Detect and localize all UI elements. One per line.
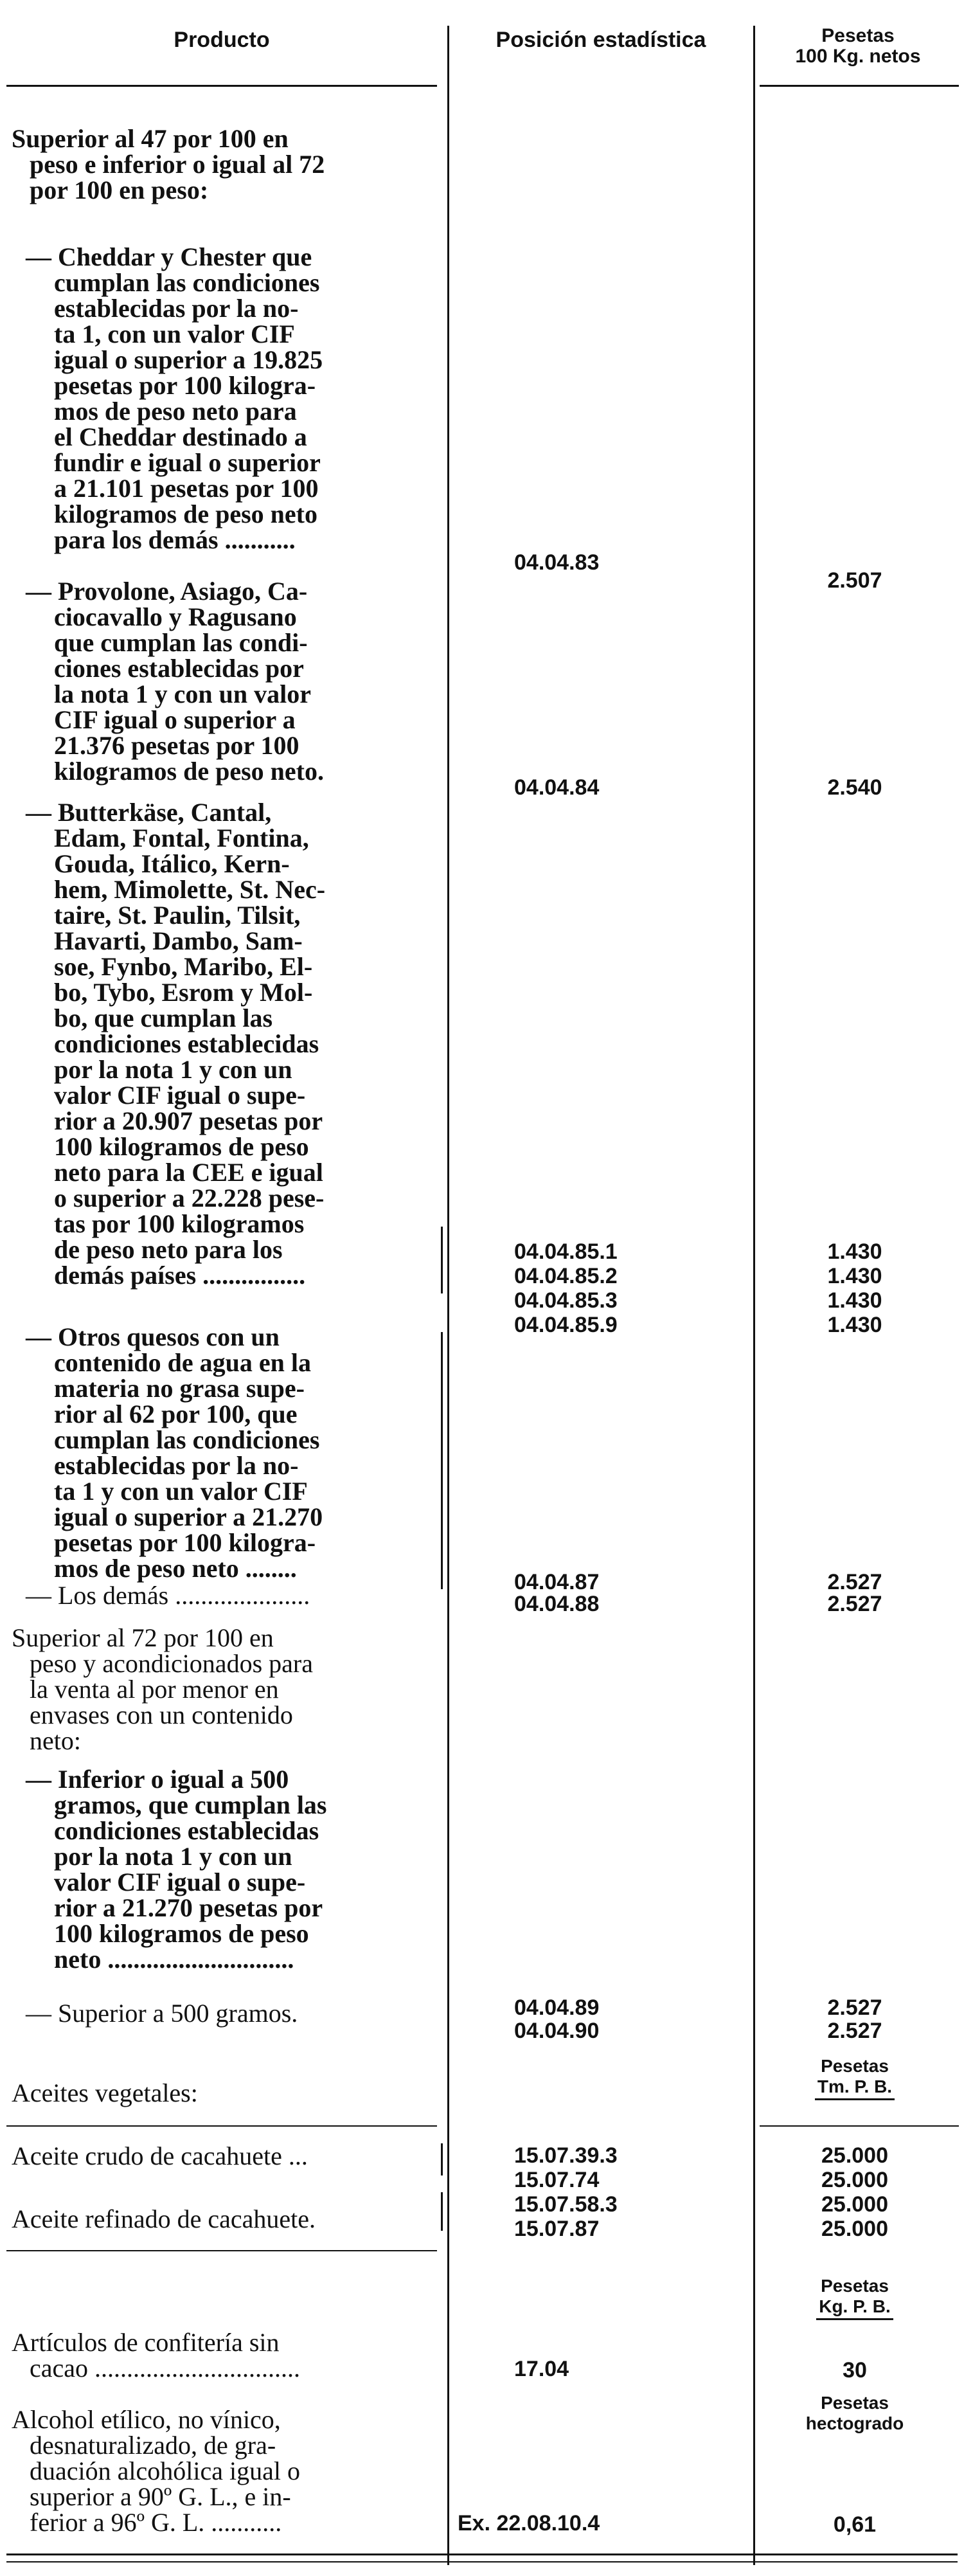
text-line: contenido de agua en la	[54, 1348, 312, 1377]
price-otros: 2.527	[827, 1570, 882, 1594]
text-line: Artículos de confitería sin	[12, 2328, 280, 2357]
text-line: cumplan las condiciones	[54, 1425, 320, 1454]
price-butterkase-3: 1.430	[827, 1288, 882, 1313]
articulos-confiteria	[12, 2330, 436, 2381]
item-los-demas	[26, 1583, 437, 1608]
price-aceite-crudo-2: 25.000	[821, 2168, 888, 2192]
text-line: envases con un contenido	[30, 1700, 293, 1729]
text-line: por 100 en peso:	[30, 176, 209, 204]
text-line: Aceite refinado de cacahuete.	[12, 2204, 316, 2233]
text-line: bo, Tybo, Esrom y Mol-	[54, 978, 313, 1007]
header-product-label: Producto	[174, 28, 270, 52]
price-butterkase-1: 1.430	[827, 1239, 882, 1264]
code-articulos: 17.04	[514, 2357, 569, 2381]
text-line: pesetas por 100 kilogra-	[54, 371, 316, 400]
text-line: rior al 62 por 100, que	[54, 1400, 298, 1428]
code-inferior-500: 04.04.89	[514, 1995, 600, 2020]
brace-aceite-crudo	[441, 2143, 443, 2175]
item-superior-500	[26, 2001, 437, 2026]
text-line: ta 1, con un valor CIF	[54, 320, 295, 348]
aceite-refinado	[12, 2206, 436, 2232]
brace-otros	[441, 1332, 443, 1589]
header-rule-price	[760, 85, 959, 87]
text-line: de peso neto para los	[54, 1235, 283, 1264]
unit-aceites	[758, 2056, 951, 2100]
text-line: establecidas por la no-	[54, 1451, 299, 1480]
code-butterkase-1: 04.04.85.1	[514, 1239, 618, 1264]
price-inferior-500: 2.527	[827, 1995, 882, 2020]
text-line: materia no grasa supe-	[54, 1374, 305, 1403]
code-aceite-crudo-1: 15.07.39.3	[514, 2143, 618, 2168]
text-line: — Butterkäse, Cantal,	[26, 798, 272, 827]
header-rule-product	[6, 85, 437, 87]
code-butterkase-3: 04.04.85.3	[514, 1288, 618, 1313]
price-aceite-crudo-1: 25.000	[821, 2143, 888, 2168]
text-line: mos de peso neto ........	[54, 1554, 297, 1583]
code-aceite-refinado-1: 15.07.58.3	[514, 2192, 618, 2217]
text-line: mos de peso neto para	[54, 397, 297, 426]
text-line: Aceites vegetales:	[12, 2078, 198, 2107]
unit-aceites-line2: Tm. P. B.	[815, 2076, 895, 2100]
text-line: superior a 90º G. L., e in-	[30, 2482, 291, 2511]
header-price-line1: Pesetas	[821, 25, 895, 46]
header-position	[450, 28, 752, 51]
text-line: soe, Fynbo, Maribo, El-	[54, 952, 313, 981]
section-aceites	[12, 2080, 436, 2106]
text-line: kilogramos de peso neto	[54, 500, 317, 528]
code-alcohol: Ex. 22.08.10.4	[458, 2511, 600, 2535]
unit-alcohol-line2: hectogrado	[805, 2413, 904, 2433]
text-line: demás países ................	[54, 1261, 306, 1290]
price-articulos: 30	[843, 2358, 867, 2382]
unit-articulos-line2: Kg. P. B.	[816, 2296, 893, 2320]
text-line: — Otros quesos con un	[26, 1322, 280, 1351]
text-line: 21.376 pesetas por 100	[54, 731, 299, 760]
code-butterkase-4: 04.04.85.9	[514, 1313, 618, 1337]
text-line: gramos, que cumplan las	[54, 1790, 327, 1819]
text-line: ciocavallo y Ragusano	[54, 602, 297, 631]
price-los-demas: 2.527	[827, 1592, 882, 1616]
rule-aceites	[6, 2125, 437, 2127]
price-aceite-refinado-2: 25.000	[821, 2217, 888, 2241]
text-line: cacao ................................	[30, 2354, 301, 2382]
price-aceite-refinado-1: 25.000	[821, 2192, 888, 2217]
text-line: que cumplan las condi-	[54, 628, 308, 657]
code-provolone: 04.04.84	[514, 775, 600, 800]
text-line: Gouda, Itálico, Kern-	[54, 849, 290, 878]
text-line: 100 kilogramos de peso	[54, 1132, 309, 1161]
bottom-rule-2	[6, 2561, 958, 2562]
text-line: ferior a 96º G. L. ...........	[30, 2508, 282, 2537]
text-line: rior a 20.907 pesetas por	[54, 1106, 323, 1135]
text-line: Alcohol etílico, no vínico,	[12, 2405, 281, 2434]
text-line: establecidas por la no-	[54, 294, 299, 323]
text-line: ciones establecidas por	[54, 654, 304, 683]
code-otros: 04.04.87	[514, 1570, 600, 1594]
text-line: neto:	[30, 1726, 81, 1755]
text-line: Superior al 72 por 100 en	[12, 1623, 274, 1652]
section-superior-72	[12, 1625, 436, 1754]
text-line: Edam, Fontal, Fontina,	[54, 824, 309, 852]
text-line: peso y acondicionados para	[30, 1649, 313, 1678]
text-line: fundir e igual o superior	[54, 448, 321, 477]
text-line: neto .............................	[54, 1945, 294, 1974]
text-line: el Cheddar destinado a	[54, 422, 307, 451]
code-los-demas: 04.04.88	[514, 1592, 600, 1616]
text-line: peso e inferior o igual al 72	[30, 150, 325, 179]
text-line: Superior al 47 por 100 en	[12, 124, 289, 153]
code-superior-500: 04.04.90	[514, 2019, 600, 2043]
text-line: CIF igual o superior a	[54, 705, 296, 734]
price-superior-500: 2.527	[827, 2019, 882, 2043]
item-butterkase	[26, 800, 437, 1288]
text-line: Aceite crudo de cacahuete ...	[12, 2141, 308, 2170]
text-line: igual o superior a 21.270	[54, 1502, 323, 1531]
text-line: por la nota 1 y con un	[54, 1055, 292, 1084]
column-divider-2	[753, 26, 755, 2565]
aceite-crudo	[12, 2143, 436, 2169]
text-line: la venta al por menor en	[30, 1675, 279, 1704]
unit-alcohol-line1: Pesetas	[821, 2393, 889, 2413]
text-line: taire, St. Paulin, Tilsit,	[54, 901, 301, 930]
header-product	[0, 28, 443, 51]
column-divider-1	[447, 26, 449, 2565]
rule-aceites-right	[760, 2125, 959, 2127]
item-otros-quesos	[26, 1324, 437, 1581]
section-superior-47	[12, 126, 436, 203]
text-line: — Inferior o igual a 500	[26, 1765, 289, 1794]
text-line: — Los demás .....................	[26, 1581, 310, 1610]
text-line: neto para la CEE e igual	[54, 1158, 323, 1187]
rule-articulos	[6, 2250, 437, 2251]
text-line: para los demás ...........	[54, 525, 296, 554]
text-line: a 21.101 pesetas por 100	[54, 474, 319, 503]
text-line: desnaturalizado, de gra-	[30, 2431, 276, 2460]
code-aceite-refinado-2: 15.07.87	[514, 2217, 600, 2241]
unit-articulos-line1: Pesetas	[821, 2276, 889, 2296]
header-position-label: Posición estadística	[495, 28, 706, 52]
text-line: valor CIF igual o supe-	[54, 1081, 306, 1110]
price-butterkase-2: 1.430	[827, 1264, 882, 1288]
text-line: kilogramos de peso neto.	[54, 757, 324, 786]
text-line: ta 1 y con un valor CIF	[54, 1477, 308, 1506]
header-price-line2: 100 Kg. netos	[795, 46, 921, 67]
price-alcohol: 0,61	[833, 2512, 877, 2537]
text-line: 100 kilogramos de peso	[54, 1919, 309, 1948]
text-line: valor CIF igual o supe-	[54, 1868, 306, 1896]
text-line: tas por 100 kilogramos	[54, 1209, 305, 1238]
item-cheddar	[26, 244, 437, 553]
code-cheddar: 04.04.83	[514, 550, 600, 575]
text-line: bo, que cumplan las	[54, 1004, 273, 1032]
text-line: — Superior a 500 gramos.	[26, 1999, 298, 2028]
text-line: rior a 21.270 pesetas por	[54, 1893, 323, 1922]
code-butterkase-2: 04.04.85.2	[514, 1264, 618, 1288]
text-line: o superior a 22.228 pese-	[54, 1184, 325, 1212]
text-line: hem, Mimolette, St. Nec-	[54, 875, 326, 904]
item-inferior-500	[26, 1767, 437, 1972]
text-line: condiciones establecidas	[54, 1816, 319, 1845]
brace-aceite-refinado	[441, 2192, 443, 2231]
unit-alcohol	[758, 2393, 951, 2434]
text-line: pesetas por 100 kilogra-	[54, 1528, 316, 1557]
price-cheddar: 2.507	[827, 568, 882, 593]
price-butterkase-4: 1.430	[827, 1313, 882, 1337]
bottom-rule-1	[6, 2553, 958, 2555]
unit-articulos	[758, 2276, 951, 2320]
code-aceite-crudo-2: 15.07.74	[514, 2168, 600, 2192]
text-line: — Provolone, Asiago, Ca-	[26, 577, 308, 606]
alcohol-etilico	[12, 2407, 436, 2535]
text-line: por la nota 1 y con un	[54, 1842, 292, 1871]
item-provolone	[26, 579, 437, 784]
header-price	[758, 26, 958, 67]
brace-butterkase	[441, 1227, 443, 1293]
unit-aceites-line1: Pesetas	[821, 2056, 889, 2076]
price-provolone: 2.540	[827, 775, 882, 800]
text-line: la nota 1 y con un valor	[54, 680, 312, 708]
text-line: — Cheddar y Chester que	[26, 242, 312, 271]
text-line: Havarti, Dambo, Sam-	[54, 926, 303, 955]
text-line: duación alcohólica igual o	[30, 2456, 300, 2485]
text-line: igual o superior a 19.825	[54, 345, 323, 374]
text-line: condiciones establecidas	[54, 1029, 319, 1058]
text-line: cumplan las condiciones	[54, 268, 320, 297]
